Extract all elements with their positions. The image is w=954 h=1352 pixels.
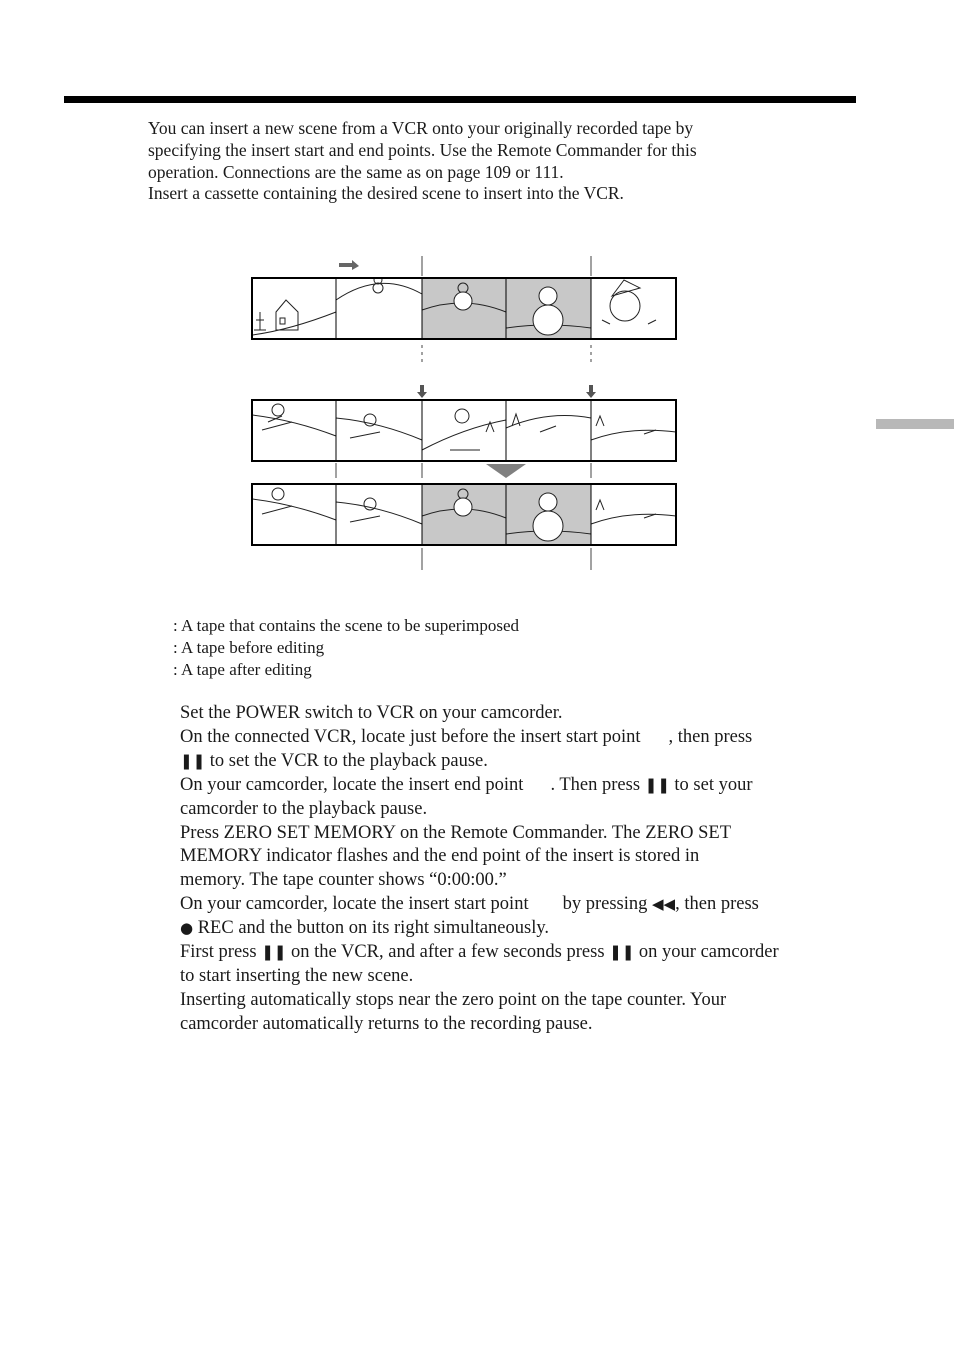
insert-start-arrow-icon <box>417 385 427 398</box>
step-text: to set the VCR to the playback pause. <box>205 750 488 771</box>
insert-edit-diagram <box>240 250 690 580</box>
record-icon: ● <box>180 919 194 938</box>
step-line: camcorder to the playback pause. <box>180 798 428 819</box>
step-text: . Then press <box>550 774 645 795</box>
step-line <box>180 750 870 774</box>
rewind-icon: ◀◀ <box>652 895 676 914</box>
step-line <box>180 941 870 965</box>
step-line: camcorder automatically returns to the recording pause. <box>180 1013 593 1034</box>
direction-arrow-icon <box>339 260 359 270</box>
procedure-steps <box>180 702 870 1037</box>
step-text: on the VCR, and after a few seconds press <box>286 942 610 963</box>
step-line <box>180 917 870 941</box>
edit-result-arrow-icon <box>486 464 526 478</box>
intro-text <box>148 118 848 205</box>
legend-item-vcr-tape: : A tape that contains the scene to be superimposed <box>173 616 520 635</box>
intro-line: operation. Connections are the same as on page 109 or 111. <box>148 161 564 182</box>
pause-icon: ❚❚ <box>261 943 287 962</box>
top-rule <box>64 96 856 103</box>
vcr-tape-strip <box>252 260 676 339</box>
step-text: , then press <box>668 726 753 747</box>
step-text: On the connected VCR, locate just before the insert start point <box>180 726 641 747</box>
step-text: on your camcorder <box>634 942 779 963</box>
step-text: On your camcorder, locate the insert end point <box>180 774 524 795</box>
step-text: , then press <box>675 894 759 915</box>
tape-before-editing-strip <box>252 385 676 461</box>
intro-line: You can insert a new scene from a VCR onto your originally recorded tape by <box>148 118 694 138</box>
section-tab <box>876 419 954 429</box>
pause-icon: ❚❚ <box>644 775 670 794</box>
step-line <box>180 726 870 750</box>
legend-item-before-editing: : A tape before editing <box>173 637 325 657</box>
pause-icon: ❚❚ <box>180 751 206 770</box>
step-text: by pressing <box>562 894 653 915</box>
step-line: Set the POWER switch to VCR on your camcorder. <box>180 703 563 723</box>
step-line: memory. The tape counter shows “0:00:00.” <box>180 870 507 891</box>
pause-icon: ❚❚ <box>609 943 635 962</box>
diagram-legend <box>173 615 519 680</box>
step-text: to set your <box>669 774 753 795</box>
step-text: On your camcorder, locate the insert start point <box>180 894 529 915</box>
step-line: to start inserting the new scene. <box>180 965 414 986</box>
intro-line: Insert a cassette containing the desired scene to insert into the VCR. <box>148 183 624 204</box>
legend-item-after-editing: : A tape after editing <box>173 659 312 679</box>
step-text: First press <box>180 942 262 963</box>
intro-line: specifying the insert start and end points. Use the Remote Commander for this <box>148 139 697 160</box>
step-line: MEMORY indicator flashes and the end point of the insert is stored in <box>180 846 700 867</box>
step-text: REC and the button on its right simultaneously. <box>193 918 550 939</box>
tape-after-editing-strip <box>252 484 676 545</box>
step-line <box>180 774 870 798</box>
insert-end-arrow-icon <box>586 385 596 398</box>
step-line: Inserting automatically stops near the zero point on the tape counter. Your <box>180 989 727 1010</box>
step-line <box>180 893 870 917</box>
step-line: Press ZERO SET MEMORY on the Remote Commander. The ZERO SET <box>180 822 732 843</box>
